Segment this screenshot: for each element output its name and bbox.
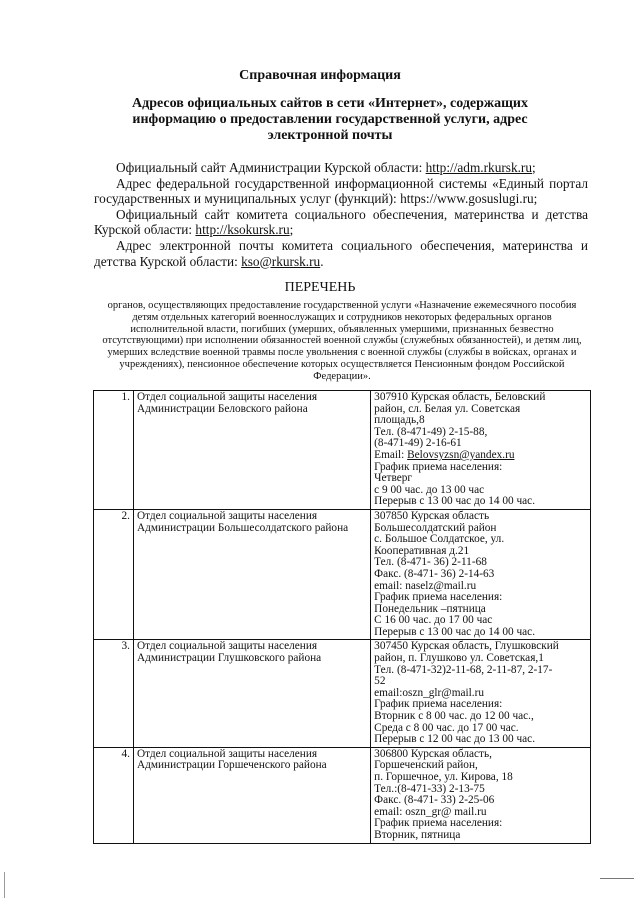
- contact-line: (8-471-49) 2-16-61: [374, 437, 462, 450]
- contact-line: Большесолдатский район: [374, 521, 497, 534]
- office-contacts: [371, 640, 591, 747]
- row-number: 2.: [94, 509, 134, 640]
- contact-line: 307850 Курская область: [374, 509, 490, 522]
- contact-line: График приема населения:: [374, 460, 503, 473]
- office-name: Отдел социальной защиты населения Администрации Горшеченского района: [133, 747, 370, 843]
- contact-line: с. Большое Солдатское, ул.: [374, 533, 505, 546]
- contact-line: Понедельник –пятница: [374, 602, 486, 615]
- contact-line: С 16 00 час. до 17 00 час: [374, 614, 493, 627]
- scan-corner-mark: [600, 878, 634, 879]
- table-row: [94, 391, 591, 510]
- contact-line: Среда с 8 00 час. до 17 00 час.: [374, 721, 519, 734]
- contact-line: Перерыв с 13 00 час до 14 00 час.: [374, 625, 536, 638]
- email-link[interactable]: Belovsyzsn@yandex.ru: [407, 448, 515, 461]
- row-number: 1.: [94, 391, 134, 510]
- contact-line: 306800 Курская область,: [374, 747, 492, 760]
- document-title: Справочная информация: [239, 68, 401, 83]
- contact-line: 52: [374, 675, 386, 688]
- contact-line: с 9 00 час. до 13 00 час: [374, 483, 485, 496]
- intro-paragraph-committee-email: Адрес электронной почты комитета социального обеспечения, материнства и детства Курской области: kso@rkursk.ru.: [94, 237, 588, 269]
- offices-table: [93, 390, 591, 844]
- office-name: Отдел социальной защиты населения Администрации Большесолдатского района: [133, 509, 370, 640]
- contact-line: 307450 Курская область, Глушковский: [374, 640, 559, 653]
- row-number: 4.: [94, 747, 134, 843]
- document-subtitle: Адресов официальных сайтов в сети «Интернет», содержащих информацию о предоставлении государственной услуги, адрес электронной почты: [132, 96, 528, 143]
- committee-email-link[interactable]: kso@rkursk.ru: [241, 253, 321, 269]
- contact-line: Кооперативная д.21: [374, 544, 470, 557]
- perechen-description: органов, осуществляющих предоставление государственной услуги «Назначение ежемесячного пособия детям отдельных категорий военнослужащих и сотрудников некоторых федеральных органов исполнительной власти, погибших (умерших, объявленных умершими, признанных безвестно отсутствующими) при исполнении обязанностей военной службы (служебных обязанностей), и детям лиц, умерших вследствие военной травмы после увольнения с военной службы (службы в войсках, органах и учреждениях), пенсионное обеспечение которых осуществляется Пенсионным фондом Российской Федерации».: [102, 300, 582, 382]
- contact-line: Вторник с 8 00 час. до 12 00 час.,: [374, 710, 534, 723]
- perechen-heading: ПЕРЕЧЕНЬ: [284, 280, 356, 295]
- contact-line: График приема населения:: [374, 591, 503, 604]
- contact-line: Перерыв с 13 00 час до 14 00 час.: [374, 495, 536, 508]
- office-contacts: [371, 747, 591, 843]
- intro-paragraph-gosuslugi: Адрес федеральной государственной информационной системы «Единый портал государственных и муниципальных услуг (функций): https://www.gosuslugi.ru;: [94, 175, 588, 207]
- contact-line: Тел. (8-471-32)2-11-68, 2-11-87, 2-17-: [374, 663, 553, 676]
- table-row: [94, 747, 591, 843]
- contact-line: Факс. (8-471- 33) 2-25-06: [374, 794, 495, 807]
- contact-line: Горшеченский район,: [374, 759, 478, 772]
- intro-block: [94, 160, 588, 269]
- contact-line: п. Горшечное, ул. Кирова, 18: [374, 771, 513, 783]
- contact-line: район, п. Глушково ул. Советская,1: [374, 652, 544, 665]
- contact-line: Тел.:(8-471-33) 2-13-75: [374, 782, 485, 795]
- contact-line: График приема населения:: [374, 698, 503, 711]
- office-name: Отдел социальной защиты населения Администрации Беловского района: [133, 391, 370, 510]
- contact-line: Вторник, пятница: [374, 828, 461, 841]
- contact-line: График приема населения:: [374, 817, 503, 830]
- office-contacts: [371, 391, 591, 510]
- table-row: [94, 509, 591, 640]
- contact-line: район, сл. Белая ул. Советская: [374, 402, 521, 415]
- admin-site-link[interactable]: http://adm.rkursk.ru: [425, 160, 533, 175]
- intro-paragraph-committee-site: Официальный сайт комитета социального обеспечения, материнства и детства Курской области: http://ksokursk.ru;: [94, 206, 588, 238]
- contact-line: Четверг: [374, 472, 413, 485]
- row-number: 3.: [94, 640, 134, 747]
- contact-line: Тел. (8-471-49) 2-15-88,: [374, 425, 488, 438]
- table-row: [94, 640, 591, 747]
- contact-line: Тел. (8-471- 36) 2-11-68: [374, 556, 487, 569]
- contact-line: 307910 Курская область, Беловский: [374, 391, 546, 403]
- contact-line: Email: Belovsyzsn@yandex.ru: [374, 448, 515, 461]
- scan-margin-mark: [4, 872, 7, 898]
- contact-line: email:oszn_glr@mail.ru: [374, 686, 485, 699]
- contact-line: Перерыв с 12 00 час до 13 00 час.: [374, 733, 536, 746]
- contact-line: email: oszn_gr@ mail.ru: [374, 805, 487, 818]
- office-contacts: [371, 509, 591, 640]
- contact-line: email: naselz@mail.ru: [374, 579, 477, 592]
- contact-line: площадь,8: [374, 414, 425, 427]
- contact-line: Факс. (8-471- 36) 2-14-63: [374, 567, 495, 580]
- intro-paragraph-admin-site: Официальный сайт Администрации Курской области: http://adm.rkursk.ru;: [116, 160, 536, 175]
- office-name: Отдел социальной защиты населения Администрации Глушковского района: [133, 640, 370, 747]
- committee-site-link[interactable]: http://ksokursk.ru: [195, 222, 290, 238]
